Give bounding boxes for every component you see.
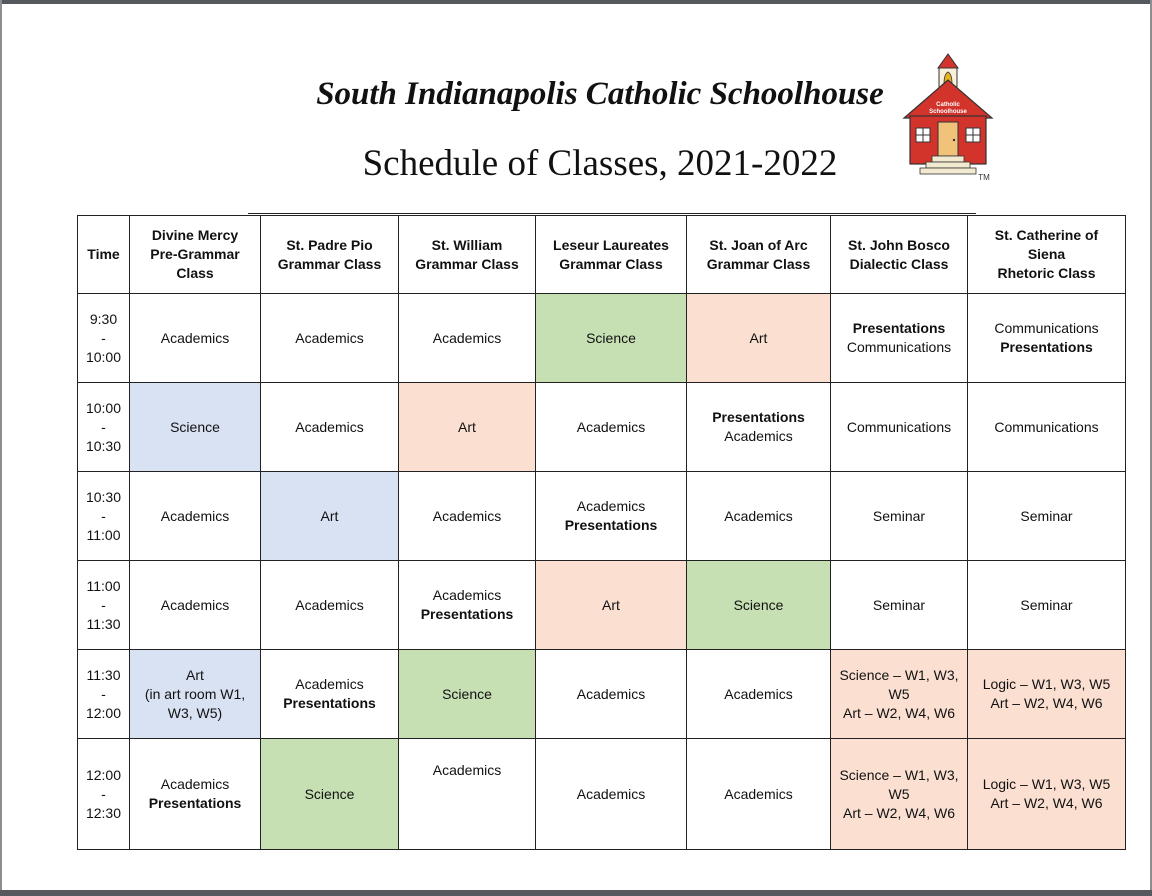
activity-text-line: Science: [586, 329, 636, 346]
activity-text-line: Seminar: [1020, 507, 1073, 524]
class-activity-cell: [130, 739, 261, 850]
activity-text-line: (in art room W1,: [144, 685, 246, 702]
activity-text-line: W3, W5): [167, 704, 223, 721]
activity-text-line: Presentations: [148, 795, 242, 811]
activity-text-line: Art – W2, W4, W6: [842, 804, 955, 821]
header-text-line: Dialectic Class: [849, 255, 949, 272]
header-text-line: Leseur Laureates: [553, 236, 669, 253]
class-activity-cell: [261, 561, 399, 650]
window-frame-top: [0, 0, 1152, 4]
activity-text-line: Art – W2, W4, W6: [990, 795, 1103, 811]
time-text-line: 12:00: [85, 766, 122, 783]
activity-text-line: Art: [320, 507, 339, 524]
schoolhouse-icon: [900, 52, 996, 188]
time-text-line: 12:00: [85, 704, 122, 721]
class-activity-cell: [536, 472, 687, 561]
header-text-line: Grammar Class: [415, 255, 519, 272]
header-text-line: Divine Mercy: [151, 227, 239, 243]
class-column-header: [130, 216, 261, 294]
time-text-line: 11:30: [86, 615, 121, 632]
activity-text-line: Academics: [432, 762, 502, 778]
class-activity-cell: [831, 561, 968, 650]
header-text-line: St. William: [431, 236, 503, 253]
activity-text-line: Academics: [432, 329, 502, 346]
header-text-line: Pre-Grammar: [150, 246, 240, 262]
class-activity-cell: [130, 383, 261, 472]
window-frame-bottom: [0, 890, 1152, 896]
class-activity-cell: [687, 383, 831, 472]
class-activity-cell: [399, 472, 536, 561]
header-text-line: St. John Bosco: [848, 236, 950, 253]
activity-text-line: Academics: [724, 428, 793, 444]
class-activity-cell: [536, 739, 687, 850]
class-activity-cell: [968, 561, 1126, 650]
time-text-line: -: [101, 418, 106, 435]
time-text-line: 10:00: [85, 348, 122, 365]
header-text-line: Siena: [1027, 246, 1066, 262]
activity-text-line: Communications: [994, 320, 1099, 336]
header-text-line: Grammar Class: [706, 255, 811, 272]
activity-text-line: Academics: [160, 507, 230, 524]
class-activity-cell: [399, 561, 536, 650]
class-schedule-table: [77, 215, 1126, 850]
window-frame-left: [0, 0, 2, 896]
class-column-header: [687, 216, 831, 294]
time-text-line: -: [101, 685, 106, 702]
class-activity-cell: [687, 472, 831, 561]
class-activity-cell: [536, 650, 687, 739]
time-column-header: [78, 216, 130, 294]
schedule-row: [78, 294, 1126, 383]
time-slot-cell: [78, 472, 130, 561]
activity-text-line: Science: [733, 596, 784, 613]
time-text-line: 11:00: [86, 577, 121, 594]
class-activity-cell: [968, 739, 1126, 850]
class-activity-cell: [831, 472, 968, 561]
schedule-subtitle: Schedule of Classes, 2021-2022: [362, 143, 838, 184]
activity-text-line: Seminar: [1020, 596, 1073, 613]
class-activity-cell: [968, 472, 1126, 561]
logo-text-schoolhouse: Schoolhouse: [929, 109, 967, 115]
activity-text-line: Academics: [576, 498, 646, 514]
schedule-row: [78, 561, 1126, 650]
time-slot-cell: [78, 294, 130, 383]
class-activity-cell: [968, 383, 1126, 472]
schedule-header-row: [78, 216, 1126, 294]
activity-text-line: Seminar: [872, 596, 926, 613]
time-text-line: 10:00: [85, 399, 122, 416]
activity-text-line: W5: [888, 685, 910, 702]
school-name-title: South Indianapolis Catholic Schoolhouse: [316, 76, 884, 112]
activity-text-line: Academics: [724, 685, 793, 702]
time-slot-cell: [78, 650, 130, 739]
class-column-header: [831, 216, 968, 294]
activity-text-line: Academics: [724, 785, 793, 802]
activity-text-line: Academics: [295, 596, 364, 613]
activity-text-line: Logic – W1, W3, W5: [982, 676, 1111, 692]
logo-trademark: TM: [978, 173, 990, 182]
header-text-line: St. Padre Pio: [286, 236, 373, 253]
activity-text-line: Presentations: [420, 606, 514, 622]
activity-text-line: Logic – W1, W3, W5: [982, 776, 1111, 792]
activity-text-line: Science: [170, 418, 220, 435]
activity-text-line: Art – W2, W4, W6: [842, 704, 955, 721]
class-column-header: [399, 216, 536, 294]
time-text-line: 10:30: [85, 488, 122, 505]
class-activity-cell: [687, 561, 831, 650]
class-activity-cell: [261, 472, 399, 561]
activity-text-line: Academics: [295, 676, 364, 692]
header-rule: [248, 213, 976, 214]
activity-text-line: Academics: [724, 507, 793, 524]
header-text-line: Grammar Class: [277, 255, 382, 272]
schedule-row: [78, 650, 1126, 739]
class-activity-cell: [831, 383, 968, 472]
activity-text-line: W5: [888, 785, 910, 802]
activity-text-line: Art: [186, 666, 204, 683]
activity-text-line: Presentations: [1000, 339, 1093, 355]
class-activity-cell: [831, 739, 968, 850]
activity-text-line: Science – W1, W3,: [839, 766, 959, 783]
activity-text-line: Presentations: [283, 695, 376, 711]
time-slot-cell: [78, 739, 130, 850]
activity-text-line: Academics: [295, 329, 364, 346]
activity-text-line: Presentations: [564, 517, 658, 533]
class-activity-cell: [399, 294, 536, 383]
time-text-line: -: [101, 329, 106, 346]
class-activity-cell: [536, 561, 687, 650]
logo-text-catholic: Catholic: [936, 102, 960, 108]
class-column-header: [536, 216, 687, 294]
time-text-line: 12:30: [85, 804, 122, 821]
header-text-line: Grammar Class: [559, 255, 663, 272]
activity-text-line: Science: [442, 685, 492, 702]
activity-text-line: Academics: [576, 785, 646, 802]
class-activity-cell: [536, 294, 687, 383]
activity-text-line: Communications: [846, 339, 952, 355]
header-text-line: St. Joan of Arc: [709, 236, 808, 253]
activity-text-line: Academics: [576, 685, 646, 702]
class-activity-cell: [130, 472, 261, 561]
class-activity-cell: [130, 561, 261, 650]
time-text-line: -: [101, 596, 106, 613]
activity-text-line: Seminar: [872, 507, 926, 524]
class-activity-cell: [831, 294, 968, 383]
activity-text-line: Art: [458, 418, 476, 435]
activity-text-line: Art – W2, W4, W6: [990, 695, 1103, 711]
class-activity-cell: [130, 294, 261, 383]
header-text-line: Rhetoric Class: [997, 265, 1096, 281]
time-text-line: -: [101, 785, 106, 802]
class-activity-cell: [261, 739, 399, 850]
time-text-line: -: [101, 507, 106, 524]
class-activity-cell: [687, 294, 831, 383]
activity-text-line: Academics: [160, 776, 230, 792]
activity-text-line: Communications: [846, 418, 952, 435]
activity-text-line: Presentations: [852, 320, 946, 336]
activity-text-line: Presentations: [712, 409, 805, 425]
class-activity-cell: [399, 383, 536, 472]
class-activity-cell: [261, 383, 399, 472]
activity-text-line: Academics: [432, 507, 502, 524]
header-text-line: Time: [87, 246, 120, 262]
time-slot-cell: [78, 383, 130, 472]
class-activity-cell: [687, 650, 831, 739]
time-text-line: 11:00: [86, 526, 121, 543]
class-activity-cell: [261, 294, 399, 383]
class-activity-cell: [130, 650, 261, 739]
class-activity-cell: [261, 650, 399, 739]
activity-text-line: Science – W1, W3,: [839, 666, 959, 683]
class-column-header: [261, 216, 399, 294]
activity-text-line: Academics: [295, 418, 364, 435]
class-activity-cell: [831, 650, 968, 739]
time-text-line: 9:30: [89, 310, 118, 327]
class-activity-cell: [968, 650, 1126, 739]
schedule-row: [78, 383, 1126, 472]
class-activity-cell: [399, 650, 536, 739]
header-text-line: St. Catherine of: [994, 227, 1099, 243]
class-activity-cell: [536, 383, 687, 472]
class-activity-cell: [968, 294, 1126, 383]
time-text-line: 10:30: [85, 437, 122, 454]
activity-text-line: Art: [602, 596, 620, 613]
time-slot-cell: [78, 561, 130, 650]
header-text-line: Class: [176, 265, 214, 281]
schedule-row: [78, 472, 1126, 561]
activity-text-line: Academics: [160, 329, 230, 346]
class-activity-cell: [399, 739, 536, 850]
class-column-header: [968, 216, 1126, 294]
activity-text-line: Academics: [432, 587, 502, 603]
activity-text-line: Academics: [160, 596, 230, 613]
activity-text-line: Communications: [994, 418, 1099, 435]
activity-text-line: Art: [749, 329, 768, 346]
class-activity-cell: [687, 739, 831, 850]
activity-text-line: Science: [304, 785, 355, 802]
schedule-body: [78, 294, 1126, 850]
time-text-line: 11:30: [86, 666, 121, 683]
activity-text-line: Academics: [576, 418, 646, 435]
schedule-row: [78, 739, 1126, 850]
